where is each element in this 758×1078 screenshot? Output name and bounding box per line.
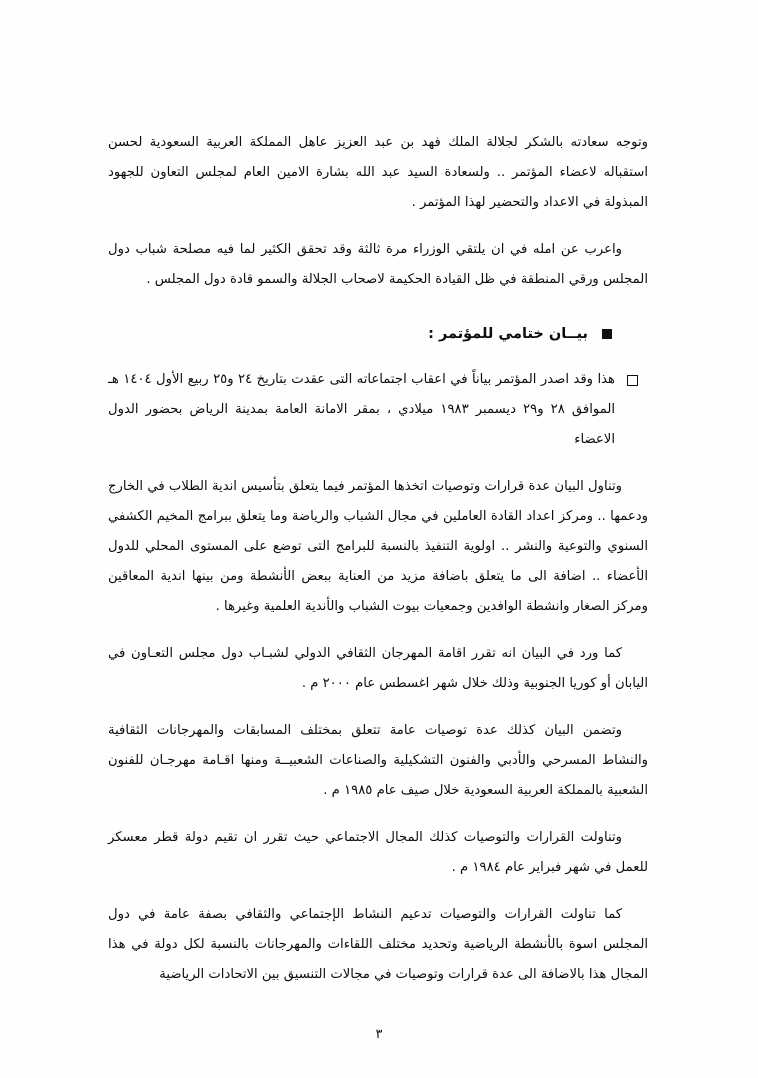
paragraph-1: وتوجه سعادته بالشكر لجلالة الملك فهد بن عبد العزيز عاهل المملكة العربية السعودية لحسن استقباله لاعضاء المؤتمر .. ولسعادة السيد عبد الله بشارة الامين العام لمجلس التعاون للجهود المبذولة في الاعداد والتحضير لهذا المؤتمر . <box>108 135 648 210</box>
section-heading <box>108 321 648 347</box>
bullet-list-item <box>108 365 648 455</box>
document-body <box>108 128 648 1007</box>
paragraph-2: واعرب عن امله في ان يلتقي الوزراء مرة ثالثة وقد تحقق الكثير لما فيه مصلحة شباب دول المجلس ورقي المنطقة في ظل القيادة الحكيمة لاصحاب الجلالة والسمو قادة دول المجلس . <box>108 242 648 287</box>
page-number: ٣ <box>375 1027 383 1042</box>
hollow-square-icon <box>627 375 638 386</box>
paragraph-3: وتناول البيان عدة قرارات وتوصيات اتخذها المؤتمر فيما يتعلق بتأسيس اندية الطلاب في الخارج ودعمها .. ومركز اعداد القادة العاملين في مجال الشباب والرياضة وما يتعلق ببرامج المخيم الكشفي السنوي والتوعية والنشر .. اولوية التنفيذ بالنسبة للبرامج التى توضع على المستوى المحلي للدول الأعضاء .. اضافة الى ما يتعلق باضافة مزيد من العناية ببعض الأنشطة ومن بينها اندية المعاقين ومركز الصغار وانشطة الوافدين وجمعيات بيوت الشباب والأندية العلمية وغيرها . <box>108 479 648 614</box>
bullet-list-item-text: هذا وقد اصدر المؤتمر بياناً في اعقاب اجتماعاته التى عقدت بتاريخ ٢٤ و٢٥ ربيع الأول ١٤٠٤ هـ الموافق ٢٨ و٢٩ ديسمبر ١٩٨٣ ميلادي ، بمقر الامانة العامة بمدينة الرياض بحضور الدول الاعضاء <box>108 372 616 447</box>
paragraph-4: كما ورد في البيان انه تقرر اقامة المهرجان الثقافي الدولي لشبـاب دول مجلس التعـاون في اليابان أو كوريا الجنوبية وذلك خلال شهر اغسطس عام ٢٠٠٠ م . <box>108 646 648 691</box>
paragraph-7: كما تناولت القرارات والتوصيات تدعيم النشاط الإجتماعي والثقافي بصفة عامة في دول المجلس اسوة بالأنشطة الرياضية وتحديد مختلف اللقاءات والمهرجانات بالنسبة لكل دولة في هذا المجال هذا بالاضافة الى عدة قرارات وتوصيات في مجالات التنسيق بين الاتحادات الرياضية <box>108 907 648 982</box>
filled-square-icon <box>602 329 612 339</box>
paragraph-6: وتناولت القرارات والتوصيات كذلك المجال الاجتماعي حيث تقرر ان تقيم دولة قطر معسكر للعمل في شهر فبراير عام ١٩٨٤ م . <box>108 830 648 875</box>
paragraph-5: وتضمن البيان كذلك عدة توصيات عامة تتعلق بمختلف المسابقات والمهرجانات الثقافية والنشاط المسرحي والأدبي والفنون التشكيلية والصناعات الشعبيــة ومنها اقـامة مهرجـان للفنون الشعبية بالمملكة العربية السعودية خلال صيف عام ١٩٨٥ م . <box>108 723 648 798</box>
section-heading-label: بيــان ختامي للمؤتمر : <box>428 326 588 342</box>
